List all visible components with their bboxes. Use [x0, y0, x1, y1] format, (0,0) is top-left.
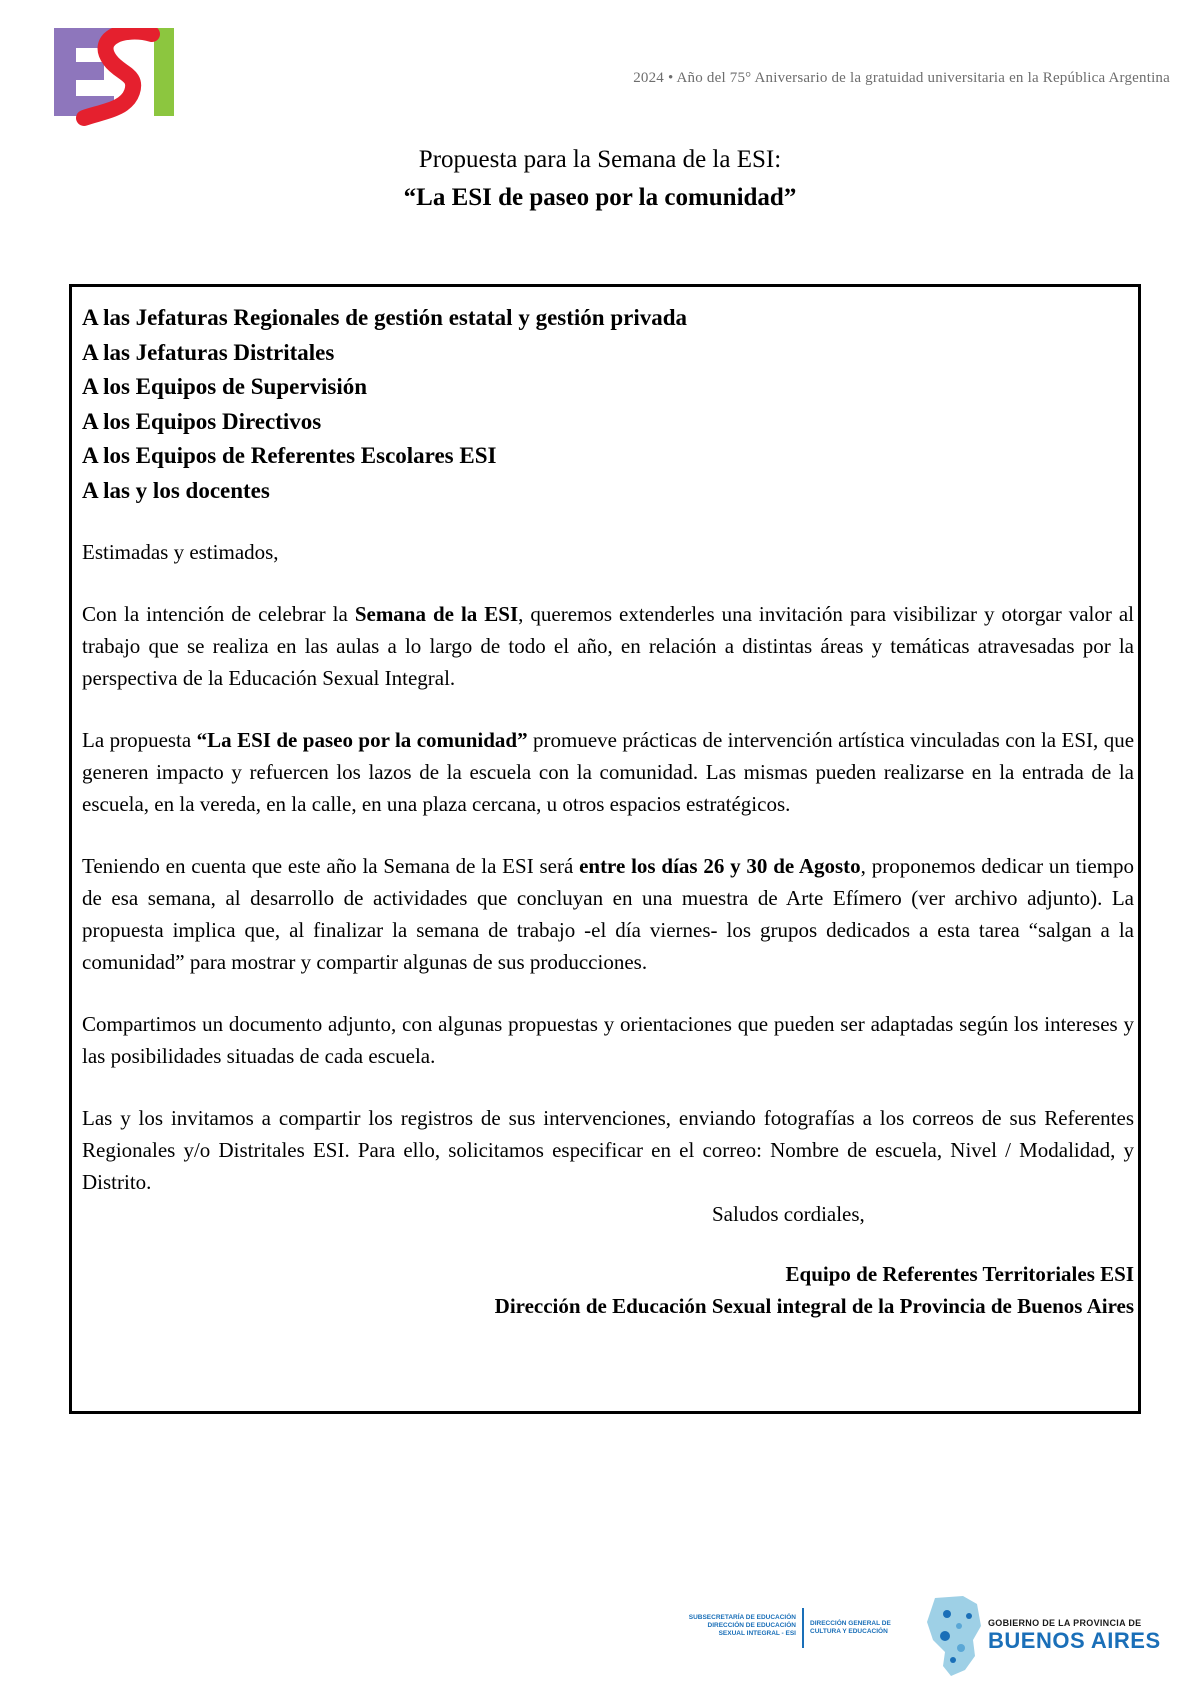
- paragraph-5: Las y los invitamos a compartir los registros de sus intervenciones, enviando fotografías a los correos de sus Referentes Regionales y/o Distritales ESI. Para ello, solicitamos especificar en el correo: Nombre de escuela, Nivel / Modalidad, y Distrito.: [82, 1106, 1134, 1194]
- recipient-line: A los Equipos de Referentes Escolares ESI: [82, 443, 497, 468]
- province-map-icon: [925, 1596, 983, 1676]
- dgce-logo: DIRECCIÓN GENERAL DE CULTURA Y EDUCACIÓN: [810, 1620, 891, 1635]
- footer-separator: [802, 1608, 804, 1648]
- document-subtitle: “La ESI de paseo por la comunidad”: [403, 184, 797, 211]
- esi-logo-graphic: [54, 28, 194, 128]
- recipient-line: A los Equipos Directivos: [82, 408, 322, 434]
- letter-content: [82, 301, 1134, 1322]
- anniversary-text: 2024 • Año del 75° Aniversario de la gratuidad universitaria en la República Argentina: [633, 70, 1170, 86]
- signature-directorate: Dirección de Educación Sexual integral de la Provincia de Buenos Aires: [494, 1294, 1134, 1318]
- esi-logo: [54, 28, 190, 128]
- buenos-aires-label: BUENOS AIRES: [988, 1628, 1161, 1653]
- subsecretaria-logo: SUBSECRETARÍA DE EDUCACIÓN DIRECCIÓN DE EDUCACIÓN SEXUAL INTEGRAL - ESI: [688, 1614, 796, 1637]
- paragraph-4: Compartimos un documento adjunto, con algunas propuestas y orientaciones que pueden ser adaptadas según los intereses y las posibilidades situadas de cada escuela.: [82, 1012, 1134, 1068]
- signature-team: Equipo de Referentes Territoriales ESI: [785, 1262, 1134, 1286]
- paragraph-2: La propuesta “La ESI de paseo por la comunidad” promueve prácticas de intervención artística vinculadas con la ESI, que generen impacto y refuercen los lazos de la escuela con la comunidad. Las mismas pueden realizarse en la entrada de la escuela, en la vereda, en la calle, en una plaza cercana, u otros espacios estratégicos.: [82, 728, 1135, 816]
- paragraph-3: Teniendo en cuenta que este año la Semana de la ESI será entre los días 26 y 30 de Agosto, proponemos dedicar un tiempo de esa semana, al desarrollo de actividades que concluyan en una muestra de Arte Efímero (ver archivo adjunto). La propuesta implica que, al finalizar la semana de trabajo -el día viernes- los grupos dedicados a esta tarea “salgan a la comunidad” para mostrar y compartir algunas de sus producciones.: [82, 854, 1134, 974]
- government-label: GOBIERNO DE LA PROVINCIA DE: [988, 1618, 1142, 1628]
- recipient-line: A las Jefaturas Regionales de gestión estatal y gestión privada: [82, 305, 688, 330]
- salutation: Estimadas y estimados,: [82, 540, 279, 564]
- paragraph-1: Con la intención de celebrar la Semana de la ESI, queremos extenderles una invitación para visibilizar y otorgar valor al trabajo que se realiza en las aulas a lo largo de todo el año, en relación a distintas áreas y temáticas atravesadas por la perspectiva de la Educación Sexual Integral.: [82, 602, 1134, 690]
- closing: Saludos cordiales,: [712, 1202, 865, 1226]
- footer-logos: [670, 1596, 1190, 1686]
- recipient-line: A los Equipos de Supervisión: [82, 374, 368, 399]
- recipient-line: A las Jefaturas Distritales: [82, 339, 335, 365]
- letter-box: [69, 284, 1141, 1414]
- recipient-line: A las y los docentes: [82, 477, 270, 503]
- document-title: Propuesta para la Semana de la ESI:: [418, 146, 782, 173]
